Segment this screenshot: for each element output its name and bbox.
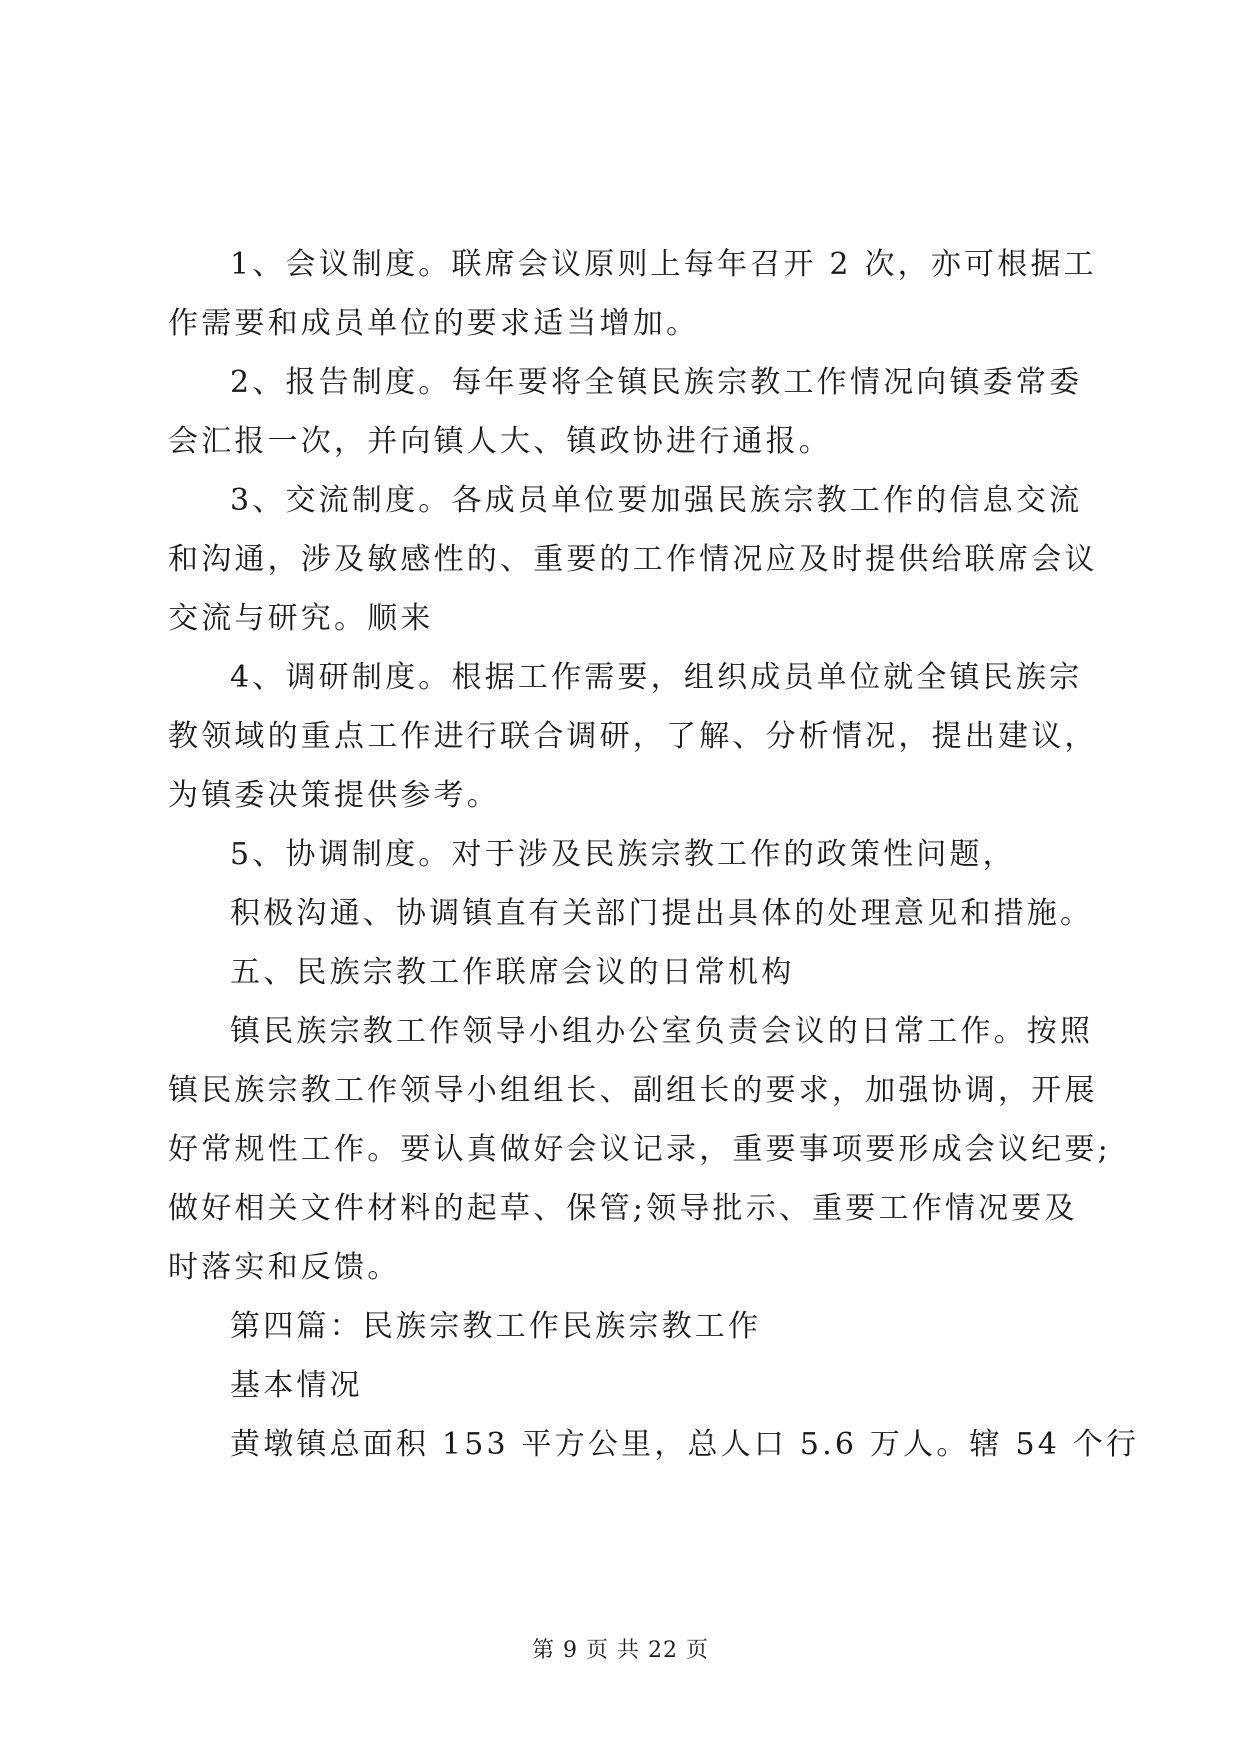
paragraph-line: 镇民族宗教工作领导小组办公室负责会议的日常工作。按照 — [230, 1014, 1094, 1049]
paragraph-line: 会汇报一次，并向镇人大、镇政协进行通报。 — [168, 424, 832, 459]
subsection-heading: 基本情况 — [230, 1368, 363, 1403]
document-body — [168, 235, 1140, 1474]
paragraph-line: 4、调研制度。根据工作需要，组织成员单位就全镇民族宗 — [230, 660, 1083, 695]
paragraph-line: 黄墩镇总面积 153 平方公里，总人口 5.6 万人。辖 54 个行 — [230, 1427, 1140, 1462]
paragraph-line: 3、交流制度。各成员单位要加强民族宗教工作的信息交流 — [230, 483, 1083, 518]
paragraph-line: 1、会议制度。联席会议原则上每年召开 2 次，亦可根据工 — [230, 247, 1097, 282]
paragraph-line: 积极沟通、协调镇直有关部门提出具体的处理意见和措施。 — [230, 896, 1094, 931]
paragraph-line: 交流与研究。顺来 — [168, 601, 434, 636]
chapter-heading: 第四篇：民族宗教工作民族宗教工作 — [230, 1309, 762, 1344]
paragraph-line: 5、协调制度。对于涉及民族宗教工作的政策性问题， — [230, 837, 1016, 872]
section-heading: 五、民族宗教工作联席会议的日常机构 — [230, 955, 795, 990]
paragraph-line: 时落实和反馈。 — [168, 1250, 401, 1285]
page-number-footer: 第 9 页 共 22 页 — [532, 1638, 709, 1663]
paragraph-line: 做好相关文件材料的起草、保管;领导批示、重要工作情况要及 — [168, 1191, 1078, 1226]
paragraph-line: 和沟通，涉及敏感性的、重要的工作情况应及时提供给联席会议 — [168, 542, 1098, 577]
paragraph-line: 为镇委决策提供参考。 — [168, 778, 500, 813]
paragraph-line: 作需要和成员单位的要求适当增加。 — [168, 306, 700, 341]
paragraph-line: 好常规性工作。要认真做好会议记录，重要事项要形成会议纪要; — [168, 1132, 1111, 1167]
paragraph-line: 2、报告制度。每年要将全镇民族宗教工作情况向镇委常委 — [230, 365, 1083, 400]
paragraph-line: 镇民族宗教工作领导小组组长、副组长的要求，加强协调，开展 — [168, 1073, 1098, 1108]
paragraph-line: 教领域的重点工作进行联合调研，了解、分析情况，提出建议， — [168, 719, 1098, 754]
